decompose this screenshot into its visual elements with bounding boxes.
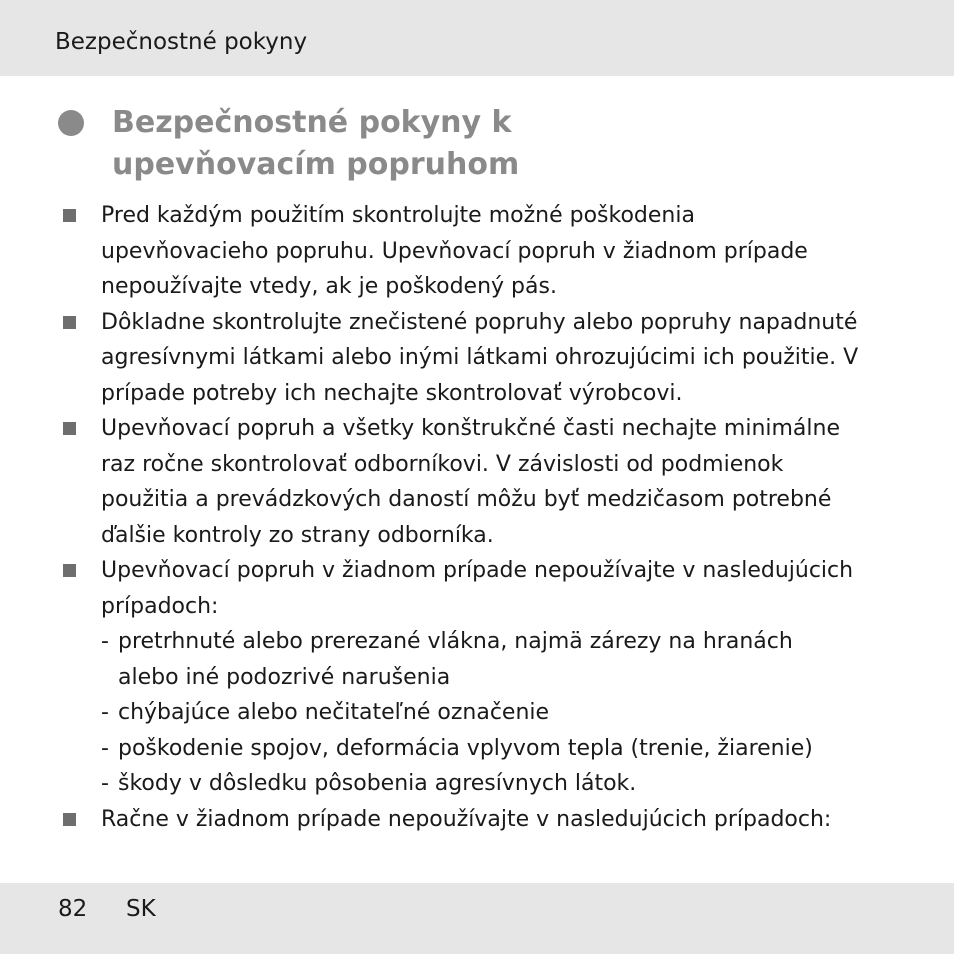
list-item bbox=[0, 305, 901, 412]
list-item-line: Pred každým použitím skontrolujte možné poškodenia bbox=[101, 203, 695, 228]
dash-bullet: - bbox=[101, 771, 109, 796]
dash-bullet: - bbox=[101, 700, 109, 725]
page-number: 82 bbox=[58, 896, 88, 922]
list-item-line: Dôkladne skontrolujte znečistené popruhy alebo popruhy napadnuté bbox=[101, 309, 858, 335]
list-item-line: Račne v žiadnom prípade nepoužívajte v nasledujúcich prípadoch: bbox=[101, 806, 832, 832]
list-item bbox=[0, 553, 901, 802]
square-bullet-icon bbox=[63, 422, 76, 435]
running-header-title: Bezpečnostné pokyny bbox=[55, 29, 308, 55]
safety-instructions-list bbox=[0, 198, 954, 837]
dash-bullet: - bbox=[101, 629, 109, 654]
list-item bbox=[0, 198, 901, 305]
list-item-line: nepoužívajte vtedy, ak je poškodený pás. bbox=[101, 274, 557, 299]
section-heading-line-1: Bezpečnostné pokyny k bbox=[112, 105, 512, 140]
sub-list-item bbox=[101, 766, 901, 802]
list-item-line: prípade potreby ich nechajte skontrolovať výrobcovi. bbox=[101, 380, 683, 406]
square-bullet-icon bbox=[63, 564, 76, 577]
sub-list-item bbox=[101, 695, 901, 731]
sub-list-item bbox=[101, 624, 901, 695]
sub-list-item-line: chýbajúce alebo nečitateľné označenie bbox=[118, 700, 550, 725]
language-code: SK bbox=[126, 896, 156, 922]
section-heading-line-2: upevňovacím popruhom bbox=[112, 147, 520, 182]
sub-list-item bbox=[101, 731, 901, 767]
list-item-line: použitia a prevádzkových daností môžu byť medzičasom potrebné bbox=[101, 487, 832, 512]
list-item-line: Upevňovací popruh v žiadnom prípade nepoužívajte v nasledujúcich bbox=[101, 558, 854, 583]
list-item bbox=[0, 802, 901, 838]
list-item-line: raz ročne skontrolovať odborníkovi. V závislosti od podmienok bbox=[101, 451, 784, 477]
square-bullet-icon bbox=[63, 209, 76, 222]
sub-list-item-line: škody v dôsledku pôsobenia agresívnych látok. bbox=[118, 771, 637, 796]
section-heading bbox=[112, 102, 892, 186]
sub-list-item-line: poškodenie spojov, deformácia vplyvom tepla (trenie, žiarenie) bbox=[118, 735, 813, 761]
dash-bullet: - bbox=[101, 735, 109, 761]
list-item-line: Upevňovací popruh a všetky konštrukčné časti nechajte minimálne bbox=[101, 416, 841, 441]
list-item bbox=[0, 411, 901, 553]
section-bullet-icon bbox=[58, 110, 84, 136]
square-bullet-icon bbox=[63, 316, 76, 329]
list-item-line: agresívnymi látkami alebo inými látkami ohrozujúcimi ich použitie. V bbox=[101, 345, 859, 370]
sub-list-item-line: alebo iné podozrivé narušenia bbox=[118, 664, 451, 690]
square-bullet-icon bbox=[63, 813, 76, 826]
list-item-line: upevňovacieho popruhu. Upevňovací popruh v žiadnom prípade bbox=[101, 238, 808, 264]
list-item-line: prípadoch: bbox=[101, 593, 219, 619]
list-item-line: ďalšie kontroly zo strany odborníka. bbox=[101, 522, 494, 548]
sub-list-item-line: pretrhnuté alebo prerezané vlákna, najmä zárezy na hranách bbox=[118, 629, 793, 654]
